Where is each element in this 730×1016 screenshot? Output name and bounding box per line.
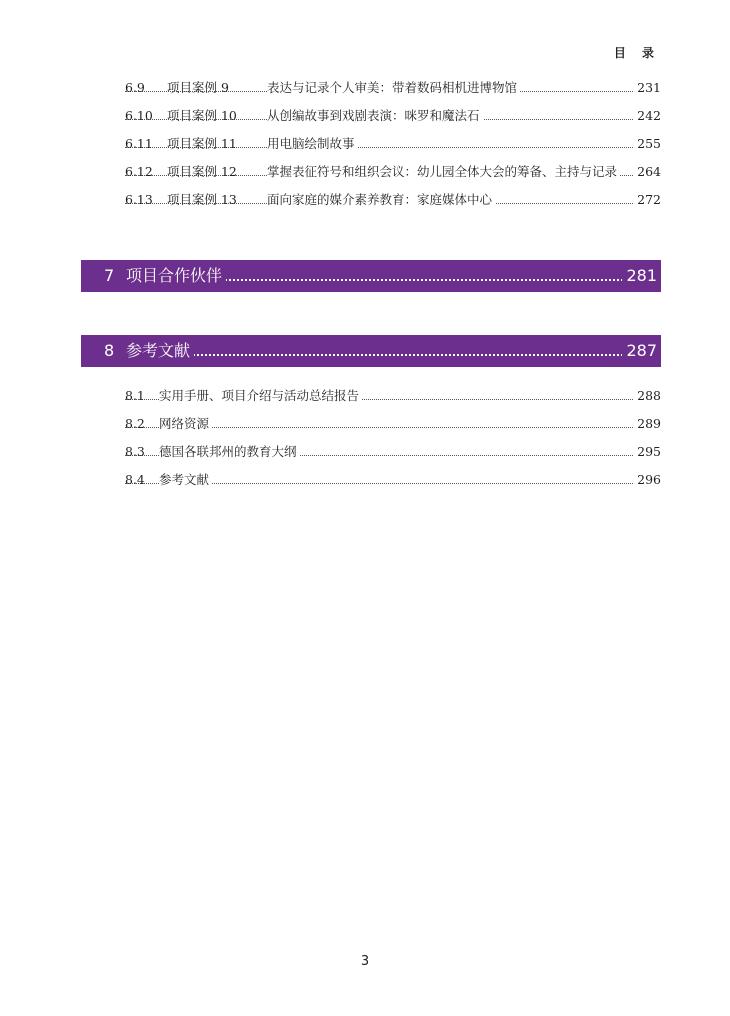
entry-page: 288	[634, 386, 661, 406]
entry-case: 项目案例 11	[167, 136, 237, 151]
entry-page: 296	[634, 470, 661, 490]
toc-entry-6-12[interactable]	[125, 162, 661, 182]
entry-page: 295	[634, 442, 661, 462]
entry-page: 272	[634, 190, 661, 210]
entry-case: 项目案例 9	[167, 80, 229, 95]
entry-page: 242	[634, 106, 661, 126]
toc-entry-8-4[interactable]	[125, 470, 661, 490]
entry-number: 6.13	[125, 192, 153, 207]
entry-title: 掌握表征符号和组织会议：幼儿园全体大会的筹备、主持与记录	[267, 162, 620, 182]
toc-entry-6-11[interactable]	[125, 134, 661, 154]
entry-page: 264	[634, 162, 661, 182]
entry-number: 8.3	[125, 444, 145, 459]
entry-title: 参考文献	[159, 470, 212, 490]
entry-page: 255	[634, 134, 661, 154]
entry-title: 面向家庭的媒介素养教育：家庭媒体中心	[267, 190, 495, 210]
entry-number: 6.11	[125, 136, 153, 151]
entry-number: 8.2	[125, 416, 145, 431]
entry-title: 表达与记录个人审美：带着数码相机进博物馆	[267, 78, 520, 98]
entry-case: 项目案例 10	[167, 108, 237, 123]
chapter-number: 8	[104, 341, 115, 360]
chapter-title: 项目合作伙伴	[126, 260, 226, 292]
toc-entry-6-9[interactable]	[125, 78, 661, 98]
dot-leader	[126, 354, 626, 356]
entry-number: 6.9	[125, 80, 145, 95]
toc-entry-6-13[interactable]	[125, 190, 661, 210]
entry-page: 289	[634, 414, 661, 434]
entry-title: 实用手册、项目介绍与活动总结报告	[159, 386, 362, 406]
entry-title: 德国各联邦州的教育大纲	[159, 442, 300, 462]
running-header: 目 录	[613, 46, 660, 60]
entry-number: 6.10	[125, 108, 153, 123]
chapter-page: 287	[622, 335, 657, 367]
page-number: 3	[360, 954, 370, 969]
chapter-heading-8[interactable]	[81, 335, 661, 367]
chapter-page: 281	[622, 260, 657, 292]
entry-case: 项目案例 13	[167, 192, 237, 207]
entry-number: 6.12	[125, 164, 153, 179]
entry-page: 231	[634, 78, 661, 98]
entry-number: 8.4	[125, 472, 145, 487]
chapter-number: 7	[104, 266, 115, 285]
toc-entry-8-2[interactable]	[125, 414, 661, 434]
entry-case: 项目案例 12	[167, 164, 237, 179]
toc-entry-8-1[interactable]	[125, 386, 661, 406]
entry-title: 网络资源	[159, 414, 212, 434]
entry-title: 用电脑绘制故事	[267, 134, 358, 154]
entry-number: 8.1	[125, 388, 145, 403]
chapter-title: 参考文献	[126, 335, 194, 367]
chapter-heading-7[interactable]	[81, 260, 661, 292]
entry-title: 从创编故事到戏剧表演：咪罗和魔法石	[267, 106, 483, 126]
toc-entry-6-10[interactable]	[125, 106, 661, 126]
toc-entry-8-3[interactable]	[125, 442, 661, 462]
